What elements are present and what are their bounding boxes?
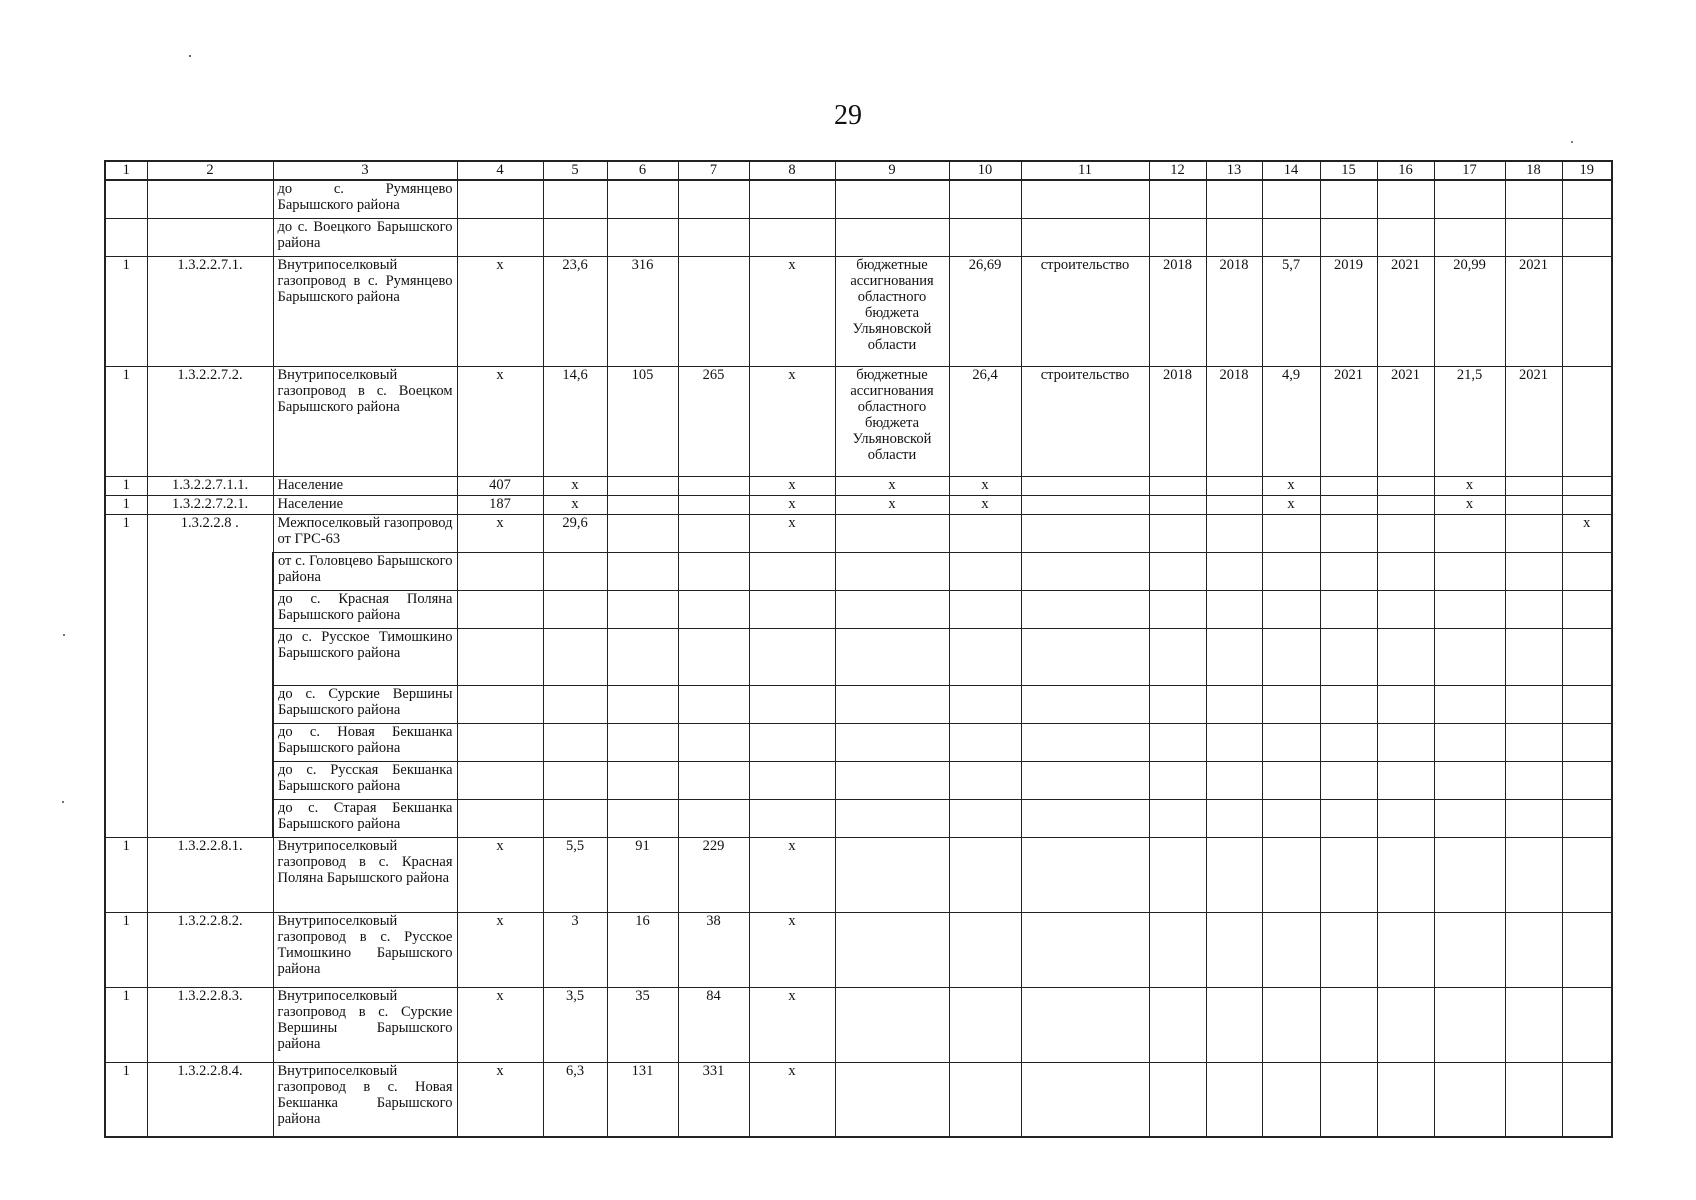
cell-c7 [678, 256, 749, 366]
cell-c9: х [835, 476, 949, 495]
cell-object-name: Межпоселковый газопровод от ГРС-63 [273, 514, 457, 552]
cell-c4: х [457, 837, 543, 912]
cell-c6: 105 [607, 366, 678, 476]
cell-c8: х [749, 514, 835, 552]
cell-c6: 35 [607, 987, 678, 1062]
cell-c12: 2018 [1149, 366, 1206, 476]
cell-c4: х [457, 366, 543, 476]
cell-c17: 21,5 [1434, 366, 1505, 476]
cell-c5: 14,6 [543, 366, 607, 476]
cell-c7: 331 [678, 1062, 749, 1137]
cell-c4: х [457, 1062, 543, 1137]
table-row [105, 366, 1612, 476]
cell-c4: 407 [457, 476, 543, 495]
column-number: 14 [1262, 161, 1320, 180]
cell-c8: х [749, 912, 835, 987]
cell-level: 1 [105, 1062, 147, 1137]
cell-c5: 3,5 [543, 987, 607, 1062]
cell-work-type: строительство [1021, 256, 1149, 366]
cell-c7: 84 [678, 987, 749, 1062]
column-number: 8 [749, 161, 835, 180]
cell-code: 1.3.2.2.7.2.1. [147, 495, 273, 514]
table-row [105, 685, 1612, 723]
cell-c8: х [749, 987, 835, 1062]
cell-level: 1 [105, 514, 147, 837]
table-row [105, 180, 1612, 218]
cell-c8: х [749, 495, 835, 514]
cell-code: 1.3.2.2.8 . [147, 514, 273, 837]
table-row [105, 987, 1612, 1062]
cell-code: 1.3.2.2.8.3. [147, 987, 273, 1062]
cell-level: 1 [105, 476, 147, 495]
investment-table [104, 160, 1613, 1138]
column-number: 12 [1149, 161, 1206, 180]
cell-funding-source: бюджетные ассигнования областного бюджета Ульяновской области [835, 256, 949, 366]
column-number: 3 [273, 161, 457, 180]
cell-c14: х [1262, 476, 1320, 495]
cell-c14: х [1262, 495, 1320, 514]
cell-level: 1 [105, 987, 147, 1062]
cell-c9: х [835, 495, 949, 514]
cell-c5: х [543, 495, 607, 514]
table-row [105, 218, 1612, 256]
table-row [105, 761, 1612, 799]
cell-code: 1.3.2.2.8.1. [147, 837, 273, 912]
cell-c5: 23,6 [543, 256, 607, 366]
cell-c8: х [749, 837, 835, 912]
cell-work-type: строительство [1021, 366, 1149, 476]
cell-code: 1.3.2.2.7.2. [147, 366, 273, 476]
scan-speck [189, 55, 191, 57]
route-segment: до с. Русское Тимошкино Барышского района [273, 628, 457, 685]
cell-c4: 187 [457, 495, 543, 514]
cell-c19 [1562, 256, 1612, 366]
cell-object-name: Внутрипоселковый газопровод в с. Румянцево Барышского района [273, 256, 457, 366]
column-number: 10 [949, 161, 1021, 180]
column-number: 11 [1021, 161, 1149, 180]
cell-level: 1 [105, 837, 147, 912]
cell-level: 1 [105, 256, 147, 366]
route-segment: до с. Сурские Вершины Барышского района [273, 685, 457, 723]
cell-object-name: Внутрипоселковый газопровод в с. Русское Тимошкино Барышского района [273, 912, 457, 987]
cell-c14: 4,9 [1262, 366, 1320, 476]
cell-c15: 2021 [1320, 366, 1377, 476]
cell-c7: 229 [678, 837, 749, 912]
cell-c4: х [457, 987, 543, 1062]
route-segment: до с. Красная Поляна Барышского района [273, 590, 457, 628]
cell-c8: х [749, 366, 835, 476]
table-row [105, 514, 1612, 552]
column-number: 16 [1377, 161, 1434, 180]
scan-speck [63, 634, 65, 636]
cell-c18: 2021 [1505, 256, 1562, 366]
table-row [105, 256, 1612, 366]
route-segment: до с. Старая Бекшанка Барышского района [273, 799, 457, 837]
route-segment: до с. Румянцево Барышского района [273, 180, 457, 218]
column-number: 6 [607, 161, 678, 180]
cell-c4: х [457, 256, 543, 366]
cell-object-name: Внутрипоселковый газопровод в с. Сурские Вершины Барышского района [273, 987, 457, 1062]
cell-c18: 2021 [1505, 366, 1562, 476]
cell-c10: х [949, 476, 1021, 495]
cell-c5: 6,3 [543, 1062, 607, 1137]
table-row [105, 723, 1612, 761]
cell-c13: 2018 [1206, 256, 1262, 366]
cell-c8: х [749, 256, 835, 366]
cell-c7: 38 [678, 912, 749, 987]
column-number: 13 [1206, 161, 1262, 180]
scan-speck [62, 801, 64, 803]
column-number: 4 [457, 161, 543, 180]
table-row [105, 912, 1612, 987]
cell-c8: х [749, 1062, 835, 1137]
cell-code: 1.3.2.2.8.4. [147, 1062, 273, 1137]
route-segment: от с. Головцево Барышского района [273, 552, 457, 590]
cell-object-name: Население [273, 495, 457, 514]
cell-c5: 3 [543, 912, 607, 987]
cell-code: 1.3.2.2.7.1. [147, 256, 273, 366]
cell-c5: 29,6 [543, 514, 607, 552]
cell-c10: 26,4 [949, 366, 1021, 476]
cell-object-name: Внутрипоселковый газопровод в с. Красная Поляна Барышского района [273, 837, 457, 912]
cell-c7: 265 [678, 366, 749, 476]
cell-c6: 16 [607, 912, 678, 987]
cell-c10: 26,69 [949, 256, 1021, 366]
table-row [105, 476, 1612, 495]
cell-funding-source: бюджетные ассигнования областного бюджета Ульяновской области [835, 366, 949, 476]
table-row [105, 837, 1612, 912]
route-segment: до с. Воецкого Барышского района [273, 218, 457, 256]
column-number: 2 [147, 161, 273, 180]
cell-c4: х [457, 912, 543, 987]
table-row [105, 1062, 1612, 1137]
cell-c17: 20,99 [1434, 256, 1505, 366]
column-number-row [105, 161, 1612, 180]
column-number: 7 [678, 161, 749, 180]
cell-code: 1.3.2.2.7.1.1. [147, 476, 273, 495]
cell-c10: х [949, 495, 1021, 514]
column-number: 17 [1434, 161, 1505, 180]
column-number: 15 [1320, 161, 1377, 180]
column-number: 1 [105, 161, 147, 180]
cell-c4: х [457, 514, 543, 552]
cell-object-name: Население [273, 476, 457, 495]
table-row [105, 799, 1612, 837]
table-row [105, 552, 1612, 590]
column-number: 5 [543, 161, 607, 180]
cell-c19: х [1562, 514, 1612, 552]
cell-code: 1.3.2.2.8.2. [147, 912, 273, 987]
cell-c15: 2019 [1320, 256, 1377, 366]
cell-c5: 5,5 [543, 837, 607, 912]
cell-level: 1 [105, 912, 147, 987]
cell-object-name: Внутрипоселковый газопровод в с. Воецком Барышского района [273, 366, 457, 476]
cell-c5: х [543, 476, 607, 495]
cell-c12: 2018 [1149, 256, 1206, 366]
cell-c17: х [1434, 476, 1505, 495]
cell-c13: 2018 [1206, 366, 1262, 476]
cell-c16: 2021 [1377, 256, 1434, 366]
cell-level: 1 [105, 366, 147, 476]
column-number: 19 [1562, 161, 1612, 180]
cell-c6: 91 [607, 837, 678, 912]
table-row [105, 590, 1612, 628]
cell-level: 1 [105, 495, 147, 514]
column-number: 9 [835, 161, 949, 180]
cell-c8: х [749, 476, 835, 495]
route-segment: до с. Русская Бекшанка Барышского района [273, 761, 457, 799]
cell-object-name: Внутрипоселковый газопровод в с. Новая Бекшанка Барышского района [273, 1062, 457, 1137]
cell-c14: 5,7 [1262, 256, 1320, 366]
cell-c19 [1562, 366, 1612, 476]
scan-speck [1571, 141, 1573, 143]
page-number: 29 [834, 100, 862, 131]
cell-c16: 2021 [1377, 366, 1434, 476]
cell-c6: 131 [607, 1062, 678, 1137]
cell-c17: х [1434, 495, 1505, 514]
cell-c6: 316 [607, 256, 678, 366]
column-number: 18 [1505, 161, 1562, 180]
table-row [105, 495, 1612, 514]
route-segment: до с. Новая Бекшанка Барышского района [273, 723, 457, 761]
table-row [105, 628, 1612, 685]
